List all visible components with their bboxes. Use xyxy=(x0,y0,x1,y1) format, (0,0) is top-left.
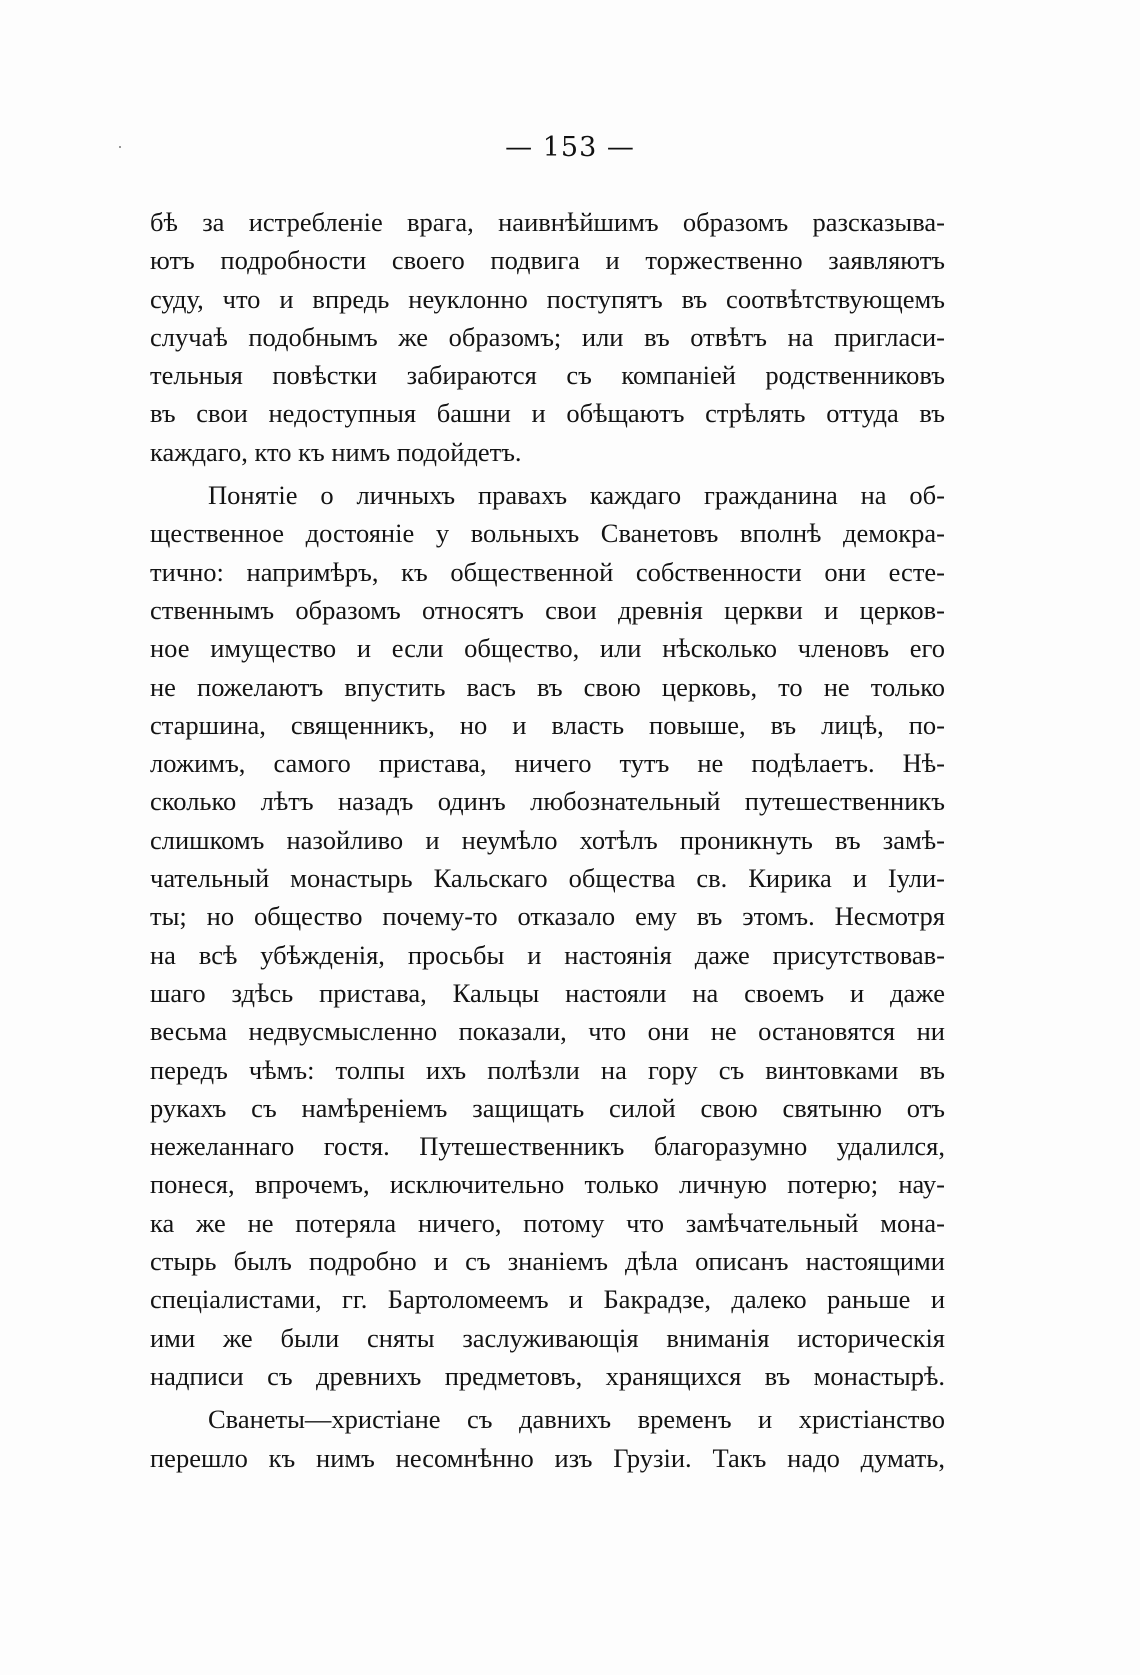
page-number: — 153 — xyxy=(505,132,635,163)
text-line: суду, что и впредь неуклонно поступятъ въ соотвѣтствующемъ xyxy=(150,283,945,314)
text-line: сколько лѣтъ назадъ одинъ любознательный путешественникъ xyxy=(150,786,945,817)
text-line: ное имущество и если общество, или нѣсколько членовъ его xyxy=(150,633,945,664)
text-line: бѣ за истребленіе врага, наивнѣйшимъ образомъ разсказыва- xyxy=(150,207,945,237)
text-line: каждаго, кто къ нимъ подойдетъ. xyxy=(150,436,522,467)
text-line: Сванеты—христіане съ давнихъ временъ и христіанство xyxy=(208,1404,945,1435)
text-line: ты; но общество почему-то отказало ему въ этомъ. Несмотря xyxy=(150,901,945,932)
text-line: ственнымъ образомъ относятъ свои древнія церкви и церков- xyxy=(150,594,945,625)
text-line: ими же были сняты заслуживающія вниманія историческія xyxy=(150,1322,945,1353)
paragraph-3 xyxy=(150,1400,945,1477)
paragraph-2 xyxy=(150,476,945,1395)
text-line: перешло къ нимъ несомнѣнно изъ Грузіи. Такъ надо думать, xyxy=(150,1442,945,1473)
text-line: старшина, священникъ, но и власть повыше, въ лицѣ, по- xyxy=(150,709,945,740)
text-line: шаго здѣсь пристава, Кальцы настояли на своемъ и даже xyxy=(150,977,945,1008)
text-line: спеціалистами, гг. Бартоломеемъ и Бакрадзе, далеко раньше и xyxy=(150,1284,945,1315)
body-text xyxy=(150,203,945,1477)
text-line: случаѣ подобнымъ же образомъ; или въ отвѣтъ на пригласи- xyxy=(150,321,945,352)
text-line: рукахъ съ намѣреніемъ защищать силой свою святыню отъ xyxy=(150,1092,945,1123)
text-line: нежеланнаго гостя. Путешественникъ благоразумно удалился, xyxy=(150,1131,945,1162)
text-line: не пожелаютъ впустить васъ въ свою церковь, то не только xyxy=(150,671,945,702)
text-line: въ свои недоступныя башни и обѣщаютъ стрѣлять оттуда въ xyxy=(150,398,945,429)
text-line: щественное достояніе у вольныхъ Сванетовъ вполнѣ демокра- xyxy=(150,518,945,549)
text-line: слишкомъ назойливо и неумѣло хотѣлъ проникнуть въ замѣ- xyxy=(150,824,945,855)
text-line: понеся, впрочемъ, исключительно только личную потерю; нау- xyxy=(150,1169,945,1200)
text-line: на всѣ убѣжденія, просьбы и настоянія даже присутствовав- xyxy=(150,939,945,970)
paragraph-1 xyxy=(150,203,945,471)
text-line: надписи съ древнихъ предметовъ, хранящихся въ монастырѣ. xyxy=(150,1360,945,1391)
text-line: ложимъ, самого пристава, ничего тутъ не подѣлаетъ. Нѣ- xyxy=(150,748,945,779)
text-line: чательный монастырь Кальскаго общества св. Кирика и Іули- xyxy=(150,863,945,894)
text-line: весьма недвусмысленно показали, что они не остановятся ни xyxy=(150,1016,945,1047)
text-line: стырь былъ подробно и съ знаніемъ дѣла описанъ настоящими xyxy=(150,1246,945,1277)
text-line: передъ чѣмъ: толпы ихъ полѣзли на гору съ винтовками въ xyxy=(150,1054,945,1085)
text-line: ка же не потеряла ничего, потому что замѣчательный мона- xyxy=(150,1207,945,1238)
text-line: тично: напримѣръ, къ общественной собственности они есте- xyxy=(150,556,945,587)
text-line: ютъ подробности своего подвига и торжественно заявляютъ xyxy=(150,245,945,276)
text-line: Понятіе о личныхъ правахъ каждаго гражданина на об- xyxy=(208,480,945,511)
text-line: тельныя повѣстки забираются съ компаніей родственниковъ xyxy=(150,360,945,391)
